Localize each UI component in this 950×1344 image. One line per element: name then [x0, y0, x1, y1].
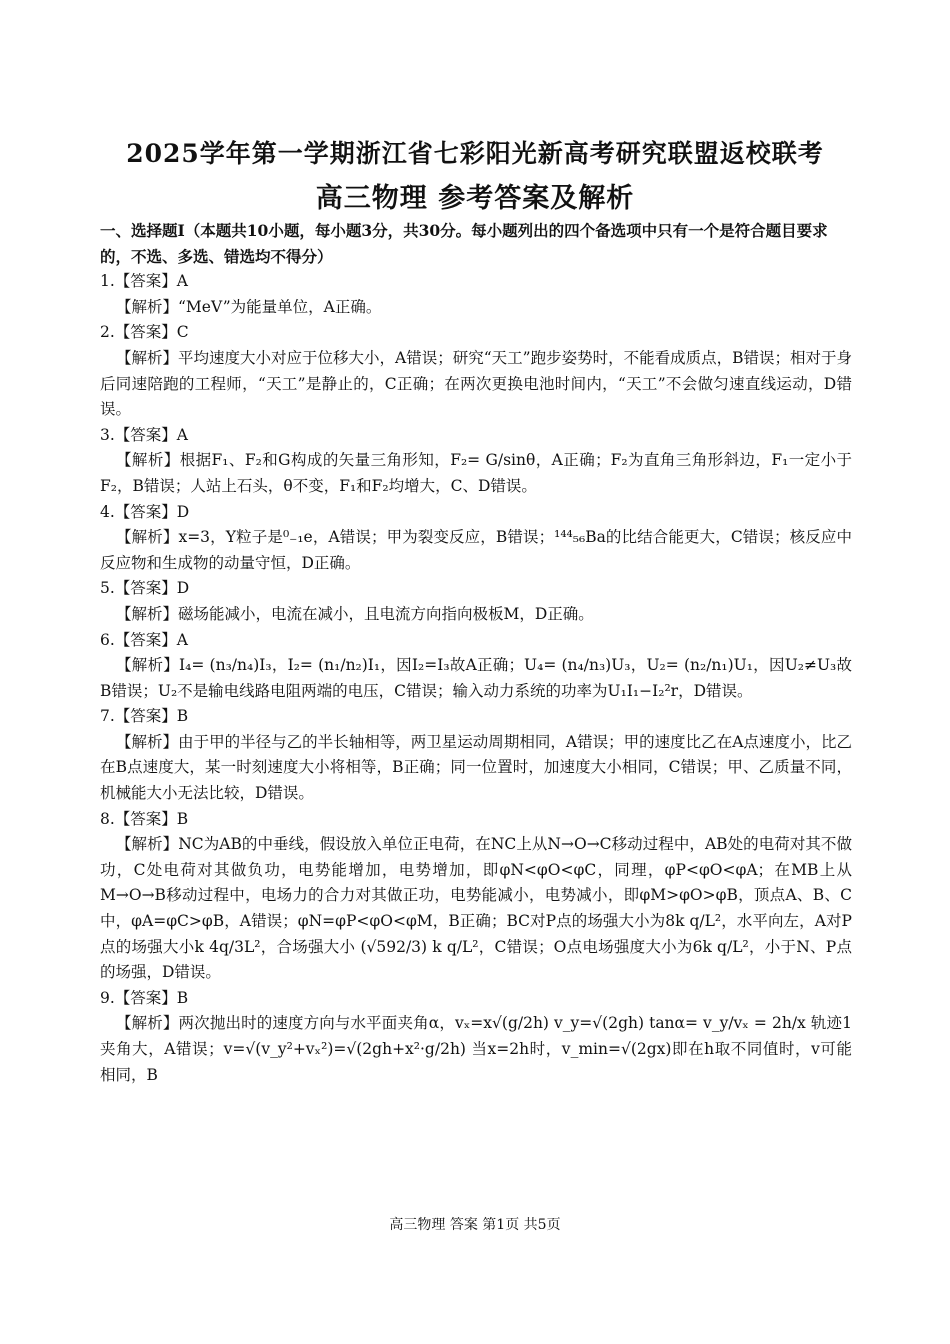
- answer-3-label: 3.【答案】A: [100, 425, 188, 444]
- answer-4-explanation: 【解析】x=3，Y粒子是⁰₋₁e，A错误；甲为裂变反应，B错误；¹⁴⁴₅₆Ba的比结合能更大，C错误；核反应中反应物和生成物的动量守恒，D正确。: [100, 528, 852, 572]
- answer-3-explanation: 【解析】根据F₁、F₂和G构成的矢量三角形知，F₂= G/sinθ，A正确；F₂为直角三角形斜边，F₁一定小于F₂，B错误；人站上石头，θ不变，F₁和F₂均增大，C、D错误。: [100, 451, 852, 495]
- answer-8-label: 8.【答案】B: [100, 809, 189, 828]
- answer-2-label: 2.【答案】C: [100, 323, 189, 342]
- exam-title: 2025学年第一学期浙江省七彩阳光新高考研究联盟返校联考: [126, 139, 824, 168]
- exam-subtitle: 高三物理 参考答案及解析: [315, 183, 635, 214]
- page-footer: 高三物理 答案 第1页 共5页: [389, 1217, 561, 1233]
- answer-9-explanation: 【解析】两次抛出时的速度方向与水平面夹角α，vₓ=x√(g/2h) v_y=√(2gh) tanα= v_y/vₓ = 2h/x 轨迹1夹角大，A错误；v=√(v_y²+vₓ²)=√(2gh+x²·g/2h) 当x=2h时，v_min=√(2gx)即在h取不同值时，v可能相同，B: [100, 1014, 852, 1084]
- answer-content: [100, 218, 852, 1088]
- answer-4-label: 4.【答案】D: [100, 502, 190, 521]
- answer-6-label: 6.【答案】A: [100, 630, 188, 649]
- answer-7-label: 7.【答案】B: [100, 707, 189, 726]
- answer-9-label: 9.【答案】B: [100, 988, 189, 1007]
- answer-1-explanation: 【解析】“MeV”为能量单位，A正确。: [116, 297, 382, 316]
- answer-5-explanation: 【解析】磁场能减小，电流在减小，且电流方向指向极板M，D正确。: [116, 604, 594, 623]
- answer-1-label: 1.【答案】A: [100, 272, 188, 291]
- answer-7-explanation: 【解析】由于甲的半径与乙的半长轴相等，两卫星运动周期相同，A错误；甲的速度比乙在A点速度小，比乙在B点速度大，某一时刻速度大小将相等，B正确；同一位置时，加速度大小相同，C错误；甲、乙质量不同，机械能大小无法比较，D错误。: [100, 732, 852, 803]
- answer-8-explanation: 【解析】NC为AB的中垂线，假设放入单位正电荷，在NC上从N→O→C移动过程中，AB处的电荷对其不做功，C处电荷对其做负功，电势能增加，电势增加，即φN<φO<φC，同理，φP<φO<φA；在MB上从M→O→B移动过程中，电场力的合力对其做正功，电势能减小，电势减小，即φM>φO>φB，顶点A、B、C中，φA=φC>φB，A错误；φN=φP<φO<φM，B正确；BC对P点的场强大小为8k q/L²，水平向左，A对P点的场强大小k 4q/3L²，合场强大小 (√592/3) k q/L²，C错误；O点电场强度大小为6k q/L²，小于N、P点的场强，D错误。: [100, 835, 852, 982]
- answer-2-explanation: 【解析】平均速度大小对应于位移大小，A错误；研究“天工”跑步姿势时，不能看成质点，B错误；相对于身后同速陪跑的工程师，“天工”是静止的，C正确；在两次更换电池时间内，“天工”不会做匀速直线运动，D错误。: [100, 348, 852, 419]
- section-heading: 一、选择题Ⅰ（本题共10小题，每小题3分，共30分。每小题列出的四个备选项中只有一个是符合题目要求的，不选、多选、错选均不得分）: [100, 221, 828, 266]
- answer-6-explanation: 【解析】I₄= (n₃/n₄)I₃，I₂= (n₁/n₂)I₁，因I₂=I₃故A正确；U₄= (n₄/n₃)U₃，U₂= (n₂/n₁)U₁，因U₂≠U₃故B错误；U₂不是输电线路电阻两端的电压，C错误；输入动力系统的功率为U₁I₁−I₂²r，D错误。: [100, 656, 852, 700]
- answer-5-label: 5.【答案】D: [100, 579, 190, 598]
